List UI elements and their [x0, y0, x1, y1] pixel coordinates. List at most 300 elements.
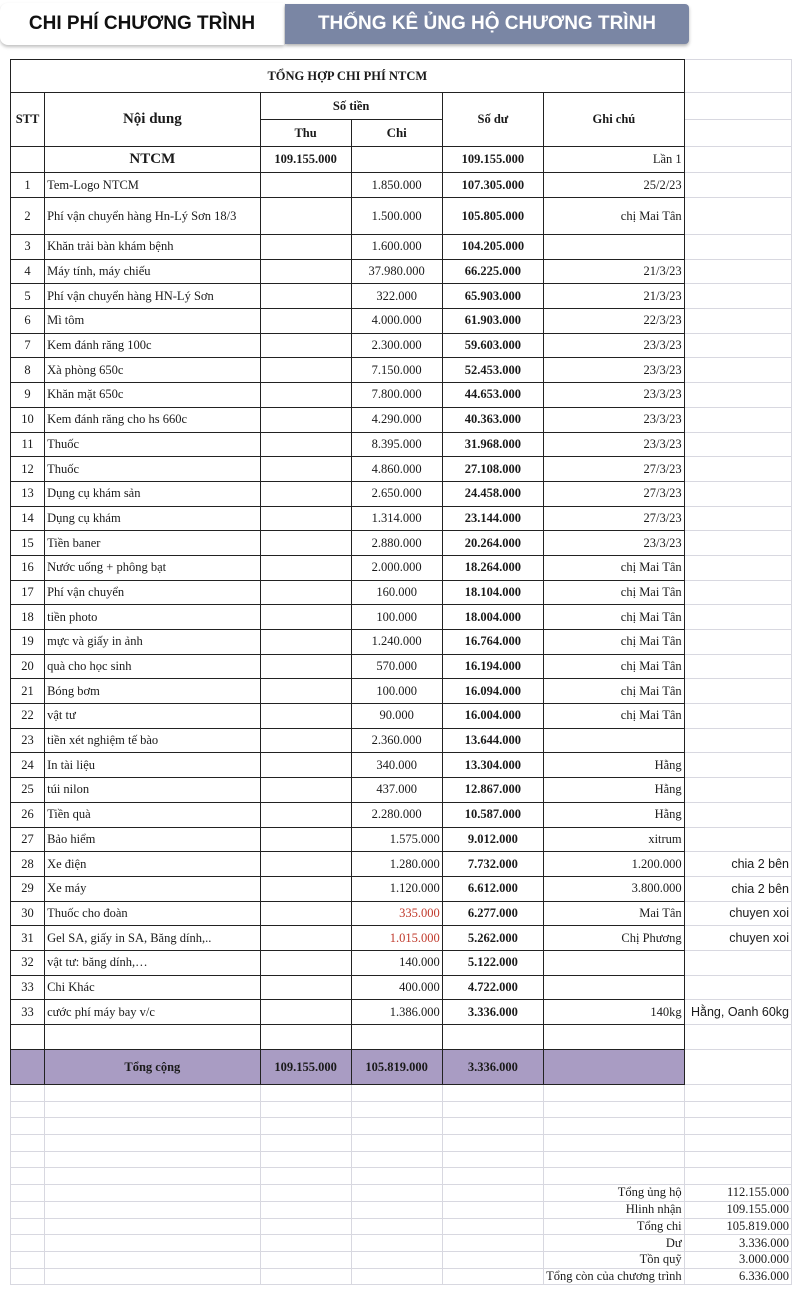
cell-stt[interactable]: 22 [11, 704, 45, 729]
cell-income[interactable] [260, 704, 351, 729]
cell-income[interactable] [260, 778, 351, 803]
cell-stt[interactable]: 20 [11, 654, 45, 679]
tab-chi-phi-chuong-trinh[interactable]: CHI PHÍ CHƯƠNG TRÌNH [0, 3, 284, 45]
cell-expense[interactable]: 1.850.000 [351, 173, 442, 198]
cell-income[interactable] [260, 802, 351, 827]
cell-income[interactable] [260, 827, 351, 852]
blank-cell[interactable] [45, 1135, 260, 1152]
cell-expense[interactable]: 2.360.000 [351, 728, 442, 753]
blank-cell[interactable] [260, 1235, 351, 1252]
blank-cell[interactable] [45, 1101, 260, 1118]
cell-balance[interactable]: 7.732.000 [442, 852, 543, 877]
cell-income[interactable] [260, 432, 351, 457]
empty-cell[interactable] [544, 1025, 685, 1050]
blank-cell[interactable] [45, 1118, 260, 1135]
cell-extra[interactable] [684, 407, 791, 432]
cell-content[interactable]: Thuốc [45, 457, 260, 482]
blank-cell[interactable] [11, 1151, 45, 1168]
cell-expense[interactable]: 1.600.000 [351, 235, 442, 260]
cell-note[interactable]: Chị Phương [544, 926, 685, 951]
cell-note[interactable] [544, 950, 685, 975]
cell-note[interactable]: chị Mai Tân [544, 654, 685, 679]
blank-cell[interactable] [351, 1251, 442, 1268]
blank-cell[interactable] [684, 1151, 791, 1168]
cell-balance[interactable]: 31.968.000 [442, 432, 543, 457]
cell-income[interactable] [260, 407, 351, 432]
cell-content[interactable]: Xe điện [45, 852, 260, 877]
blank-cell[interactable] [684, 1135, 791, 1152]
blank-cell[interactable] [442, 1235, 543, 1252]
cell-balance[interactable]: 24.458.000 [442, 481, 543, 506]
cell-note[interactable]: chị Mai Tân [544, 198, 685, 235]
cell-extra[interactable] [684, 481, 791, 506]
cell-content[interactable]: Nước uống + phông bạt [45, 555, 260, 580]
cell-note[interactable]: 21/3/23 [544, 259, 685, 284]
cell-content[interactable]: Chi Khác [45, 975, 260, 1000]
blank-cell[interactable] [11, 1251, 45, 1268]
cell-expense[interactable]: 1.015.000 [351, 926, 442, 951]
cell-content[interactable]: Bóng bơm [45, 679, 260, 704]
blank-cell[interactable] [442, 1268, 543, 1285]
cell-balance[interactable]: 6.277.000 [442, 901, 543, 926]
cell-income[interactable] [260, 950, 351, 975]
cell-expense[interactable]: 160.000 [351, 580, 442, 605]
cell-content[interactable]: Kem đánh răng cho hs 660c [45, 407, 260, 432]
cell-stt[interactable]: 12 [11, 457, 45, 482]
cell-income[interactable] [260, 630, 351, 655]
cell-note[interactable]: chị Mai Tân [544, 605, 685, 630]
blank-cell[interactable] [11, 1168, 45, 1185]
cell-content[interactable]: Dụng cụ khám sản [45, 481, 260, 506]
cell-balance[interactable]: 59.603.000 [442, 333, 543, 358]
cell-note[interactable]: 23/3/23 [544, 432, 685, 457]
blank-cell[interactable] [684, 1101, 791, 1118]
cell-expense[interactable]: 4.290.000 [351, 407, 442, 432]
cell-stt[interactable]: 3 [11, 235, 45, 260]
cell-balance[interactable]: 9.012.000 [442, 827, 543, 852]
cell-stt[interactable]: 7 [11, 333, 45, 358]
cell-content[interactable]: Xe máy [45, 876, 260, 901]
cell-expense[interactable]: 2.880.000 [351, 531, 442, 556]
cell-note[interactable]: 1.200.000 [544, 852, 685, 877]
cell-extra[interactable] [684, 753, 791, 778]
cell-income[interactable] [260, 173, 351, 198]
cell-stt[interactable]: 9 [11, 383, 45, 408]
cell-content[interactable]: Kem đánh răng 100c [45, 333, 260, 358]
cell-balance[interactable]: 18.104.000 [442, 580, 543, 605]
cell-extra[interactable] [684, 284, 791, 309]
cell-income[interactable] [260, 679, 351, 704]
cell-note[interactable]: 27/3/23 [544, 457, 685, 482]
cell-balance[interactable]: 13.304.000 [442, 753, 543, 778]
blank-cell[interactable] [351, 1085, 442, 1102]
cell-content[interactable]: Gel SA, giấy in SA, Băng dính,.. [45, 926, 260, 951]
cell-expense[interactable]: 100.000 [351, 679, 442, 704]
blank-cell[interactable] [442, 1251, 543, 1268]
cell-balance[interactable]: 61.903.000 [442, 309, 543, 334]
blank-cell[interactable] [351, 1185, 442, 1202]
cell-balance[interactable]: 65.903.000 [442, 284, 543, 309]
blank-cell[interactable] [544, 1151, 685, 1168]
cell-note[interactable]: Hằng [544, 753, 685, 778]
cell-content[interactable]: Khăn trải bàn khám bệnh [45, 235, 260, 260]
cell-extra[interactable] [684, 333, 791, 358]
cell-stt[interactable]: 33 [11, 1000, 45, 1025]
cell-stt[interactable]: 8 [11, 358, 45, 383]
cell-expense[interactable]: 2.000.000 [351, 555, 442, 580]
cell-extra[interactable] [684, 630, 791, 655]
blank-cell[interactable] [351, 1135, 442, 1152]
cell-stt[interactable]: 30 [11, 901, 45, 926]
blank-cell[interactable] [45, 1218, 260, 1235]
blank-cell[interactable] [351, 1101, 442, 1118]
cell-note[interactable]: chị Mai Tân [544, 630, 685, 655]
cell-expense[interactable]: 335.000 [351, 901, 442, 926]
cell-income[interactable] [260, 753, 351, 778]
cell-note[interactable]: chị Mai Tân [544, 580, 685, 605]
blank-cell[interactable] [442, 1135, 543, 1152]
cell-income[interactable] [260, 654, 351, 679]
cell-expense[interactable]: 4.860.000 [351, 457, 442, 482]
cell-extra[interactable] [684, 383, 791, 408]
blank-cell[interactable] [442, 1151, 543, 1168]
cell-note[interactable]: Hằng [544, 802, 685, 827]
cell-income[interactable] [260, 333, 351, 358]
cell-content[interactable]: Phí vận chuyển hàng Hn-Lý Sơn 18/3 [45, 198, 260, 235]
blank-cell[interactable] [45, 1201, 260, 1218]
cell-note[interactable] [544, 975, 685, 1000]
cell-income[interactable] [260, 309, 351, 334]
cell-note[interactable] [544, 235, 685, 260]
cell-balance[interactable]: 107.305.000 [442, 173, 543, 198]
cell-stt[interactable]: 6 [11, 309, 45, 334]
cell-expense[interactable]: 90.000 [351, 704, 442, 729]
cell-balance[interactable]: 20.264.000 [442, 531, 543, 556]
cell-expense[interactable]: 2.280.000 [351, 802, 442, 827]
cell-expense[interactable]: 1.240.000 [351, 630, 442, 655]
cell-note[interactable]: Mai Tân [544, 901, 685, 926]
cell-extra[interactable] [684, 309, 791, 334]
cell-note[interactable]: chị Mai Tân [544, 679, 685, 704]
cell-extra[interactable] [684, 605, 791, 630]
cell-content[interactable]: Tem-Logo NTCM [45, 173, 260, 198]
cell-content[interactable]: Tiền quà [45, 802, 260, 827]
cell-expense[interactable]: 322.000 [351, 284, 442, 309]
cell-content[interactable]: Phí vận chuyển [45, 580, 260, 605]
cell-content[interactable]: Dụng cụ khám [45, 506, 260, 531]
cell-income[interactable] [260, 728, 351, 753]
cell-stt[interactable]: 24 [11, 753, 45, 778]
blank-cell[interactable] [260, 1118, 351, 1135]
cell-income[interactable] [260, 555, 351, 580]
cell-balance[interactable]: 5.262.000 [442, 926, 543, 951]
cell-content[interactable]: Thuốc cho đoàn [45, 901, 260, 926]
cell-note[interactable] [544, 728, 685, 753]
blank-cell[interactable] [544, 1118, 685, 1135]
cell-content[interactable]: vật tư: băng dính,… [45, 950, 260, 975]
cell-extra[interactable] [684, 198, 791, 235]
blank-cell[interactable] [11, 1201, 45, 1218]
cell-stt[interactable]: 19 [11, 630, 45, 655]
cell-expense[interactable]: 1.500.000 [351, 198, 442, 235]
cell-balance[interactable]: 66.225.000 [442, 259, 543, 284]
cell-income[interactable] [260, 383, 351, 408]
cell-stt[interactable]: 25 [11, 778, 45, 803]
blank-cell[interactable] [45, 1235, 260, 1252]
cell-income[interactable] [260, 259, 351, 284]
cell-content[interactable]: Mì tôm [45, 309, 260, 334]
blank-cell[interactable] [11, 1135, 45, 1152]
cell-note[interactable]: xitrum [544, 827, 685, 852]
cell-extra[interactable] [684, 259, 791, 284]
cell-income[interactable] [260, 506, 351, 531]
blank-cell[interactable] [45, 1268, 260, 1285]
cell-content[interactable]: vật tư [45, 704, 260, 729]
empty-cell[interactable] [684, 1025, 791, 1050]
blank-cell[interactable] [351, 1268, 442, 1285]
cell-extra[interactable] [684, 235, 791, 260]
cell-extra[interactable] [684, 975, 791, 1000]
cell-extra[interactable] [684, 432, 791, 457]
cell-balance[interactable]: 10.587.000 [442, 802, 543, 827]
blank-cell[interactable] [11, 1218, 45, 1235]
cell-note[interactable]: chị Mai Tân [544, 704, 685, 729]
blank-cell[interactable] [11, 1101, 45, 1118]
empty-cell[interactable] [351, 1025, 442, 1050]
cell-extra[interactable] [684, 950, 791, 975]
blank-cell[interactable] [684, 1085, 791, 1102]
blank-cell[interactable] [351, 1235, 442, 1252]
blank-cell[interactable] [45, 1185, 260, 1202]
cell-extra[interactable]: chuyen xoi [684, 926, 791, 951]
cell-note[interactable]: 23/3/23 [544, 531, 685, 556]
cell-balance[interactable]: 105.805.000 [442, 198, 543, 235]
cell-content[interactable]: tiền photo [45, 605, 260, 630]
cell-income[interactable] [260, 852, 351, 877]
cell-stt[interactable]: 5 [11, 284, 45, 309]
cell-content[interactable]: Tiền baner [45, 531, 260, 556]
cell-content[interactable]: Máy tính, máy chiếu [45, 259, 260, 284]
cell-note[interactable]: 23/3/23 [544, 333, 685, 358]
blank-cell[interactable] [442, 1085, 543, 1102]
cell-income[interactable] [260, 457, 351, 482]
cell-stt[interactable]: 16 [11, 555, 45, 580]
cell-extra[interactable] [684, 802, 791, 827]
blank-cell[interactable] [351, 1168, 442, 1185]
cell-stt[interactable]: 15 [11, 531, 45, 556]
cell-balance[interactable]: 27.108.000 [442, 457, 543, 482]
cell-stt[interactable]: 14 [11, 506, 45, 531]
cell-income[interactable] [260, 284, 351, 309]
cell-expense[interactable]: 8.395.000 [351, 432, 442, 457]
blank-cell[interactable] [260, 1168, 351, 1185]
cell-income[interactable] [260, 198, 351, 235]
cell-extra[interactable] [684, 778, 791, 803]
cell-extra[interactable] [684, 531, 791, 556]
cell-note[interactable]: 23/3/23 [544, 358, 685, 383]
blank-cell[interactable] [442, 1201, 543, 1218]
cell-extra[interactable]: chuyen xoi [684, 901, 791, 926]
blank-cell[interactable] [11, 1185, 45, 1202]
empty-cell[interactable] [45, 1025, 260, 1050]
cell-income[interactable] [260, 1000, 351, 1025]
cell-expense[interactable]: 1.575.000 [351, 827, 442, 852]
cell-extra[interactable]: chia 2 bên [684, 852, 791, 877]
blank-cell[interactable] [11, 1268, 45, 1285]
cell-stt[interactable]: 4 [11, 259, 45, 284]
cell-note[interactable]: 3.800.000 [544, 876, 685, 901]
cell-stt[interactable]: 33 [11, 975, 45, 1000]
cell-expense[interactable]: 2.300.000 [351, 333, 442, 358]
cell-extra[interactable] [684, 679, 791, 704]
cell-balance[interactable]: 18.264.000 [442, 555, 543, 580]
cell-balance[interactable]: 5.122.000 [442, 950, 543, 975]
cell-extra[interactable]: Hằng, Oanh 60kg [684, 1000, 791, 1025]
cell-income[interactable] [260, 531, 351, 556]
blank-cell[interactable] [45, 1168, 260, 1185]
blank-cell[interactable] [442, 1185, 543, 1202]
blank-cell[interactable] [260, 1151, 351, 1168]
cell-expense[interactable]: 1.314.000 [351, 506, 442, 531]
cell-income[interactable] [260, 876, 351, 901]
cell-balance[interactable]: 18.004.000 [442, 605, 543, 630]
cell-expense[interactable]: 2.650.000 [351, 481, 442, 506]
cell-balance[interactable]: 3.336.000 [442, 1000, 543, 1025]
cell-note[interactable]: 22/3/23 [544, 309, 685, 334]
blank-cell[interactable] [260, 1251, 351, 1268]
cell-extra[interactable] [684, 580, 791, 605]
cell-expense[interactable]: 1.280.000 [351, 852, 442, 877]
blank-cell[interactable] [260, 1268, 351, 1285]
blank-cell[interactable] [11, 1118, 45, 1135]
cell-stt[interactable]: 1 [11, 173, 45, 198]
blank-cell[interactable] [260, 1101, 351, 1118]
cell-stt[interactable]: 11 [11, 432, 45, 457]
blank-cell[interactable] [260, 1218, 351, 1235]
blank-cell[interactable] [442, 1118, 543, 1135]
cell-stt[interactable]: 29 [11, 876, 45, 901]
cell-stt[interactable]: 21 [11, 679, 45, 704]
cell-balance[interactable]: 16.094.000 [442, 679, 543, 704]
blank-cell[interactable] [351, 1201, 442, 1218]
cell-content[interactable]: quà cho học sinh [45, 654, 260, 679]
cell-expense[interactable]: 100.000 [351, 605, 442, 630]
empty-cell[interactable] [11, 1025, 45, 1050]
cell-note[interactable]: 23/3/23 [544, 383, 685, 408]
cell-note[interactable]: chị Mai Tân [544, 555, 685, 580]
blank-cell[interactable] [544, 1085, 685, 1102]
cell-note[interactable]: Hằng [544, 778, 685, 803]
cell-note[interactable]: 27/3/23 [544, 506, 685, 531]
cell-extra[interactable] [684, 457, 791, 482]
cell-expense[interactable]: 1.120.000 [351, 876, 442, 901]
cell-stt[interactable]: 32 [11, 950, 45, 975]
cell-note[interactable]: 27/3/23 [544, 481, 685, 506]
cell-extra[interactable] [684, 506, 791, 531]
blank-cell[interactable] [442, 1101, 543, 1118]
cell-income[interactable] [260, 926, 351, 951]
cell-balance[interactable]: 104.205.000 [442, 235, 543, 260]
cell-content[interactable]: Xà phòng 650c [45, 358, 260, 383]
cell-balance[interactable]: 40.363.000 [442, 407, 543, 432]
cell-stt[interactable]: 2 [11, 198, 45, 235]
blank-cell[interactable] [442, 1168, 543, 1185]
cell-expense[interactable]: 1.386.000 [351, 1000, 442, 1025]
cell-extra[interactable] [684, 704, 791, 729]
cell-content[interactable]: Phí vận chuyển hàng HN-Lý Sơn [45, 284, 260, 309]
blank-cell[interactable] [351, 1118, 442, 1135]
cell-note[interactable]: 140kg [544, 1000, 685, 1025]
cell-note[interactable]: 23/3/23 [544, 407, 685, 432]
cell-note[interactable]: 21/3/23 [544, 284, 685, 309]
cell-extra[interactable] [684, 358, 791, 383]
cell-expense[interactable]: 570.000 [351, 654, 442, 679]
blank-cell[interactable] [260, 1135, 351, 1152]
blank-cell[interactable] [544, 1101, 685, 1118]
cell-content[interactable]: cước phí máy bay v/c [45, 1000, 260, 1025]
cell-expense[interactable]: 400.000 [351, 975, 442, 1000]
cell-stt[interactable]: 26 [11, 802, 45, 827]
cell-balance[interactable]: 16.764.000 [442, 630, 543, 655]
blank-cell[interactable] [260, 1185, 351, 1202]
cell-content[interactable]: In tài liệu [45, 753, 260, 778]
cell-extra[interactable] [684, 827, 791, 852]
cell-extra[interactable] [684, 654, 791, 679]
cell-extra[interactable] [684, 728, 791, 753]
cell-balance[interactable]: 16.194.000 [442, 654, 543, 679]
cell-expense[interactable]: 140.000 [351, 950, 442, 975]
cell-extra[interactable]: chia 2 bên [684, 876, 791, 901]
blank-cell[interactable] [544, 1135, 685, 1152]
cell-balance[interactable]: 16.004.000 [442, 704, 543, 729]
cell-content[interactable]: tiền xét nghiệm tế bào [45, 728, 260, 753]
cell-stt[interactable]: 28 [11, 852, 45, 877]
cell-expense[interactable]: 4.000.000 [351, 309, 442, 334]
cell-extra[interactable] [684, 555, 791, 580]
cell-income[interactable] [260, 605, 351, 630]
blank-cell[interactable] [45, 1151, 260, 1168]
cell-expense[interactable]: 7.150.000 [351, 358, 442, 383]
cell-income[interactable] [260, 901, 351, 926]
cell-content[interactable]: Bảo hiểm [45, 827, 260, 852]
cell-income[interactable] [260, 358, 351, 383]
blank-cell[interactable] [260, 1201, 351, 1218]
cell-balance[interactable]: 6.612.000 [442, 876, 543, 901]
cell-income[interactable] [260, 235, 351, 260]
cell-income[interactable] [260, 580, 351, 605]
tab-thong-ke-ung-ho[interactable]: THỐNG KÊ ỦNG HỘ CHƯƠNG TRÌNH [285, 4, 689, 44]
cell-expense[interactable]: 7.800.000 [351, 383, 442, 408]
cell-stt[interactable]: 13 [11, 481, 45, 506]
cell-stt[interactable]: 17 [11, 580, 45, 605]
empty-cell[interactable] [442, 1025, 543, 1050]
cell-extra[interactable] [684, 173, 791, 198]
blank-cell[interactable] [442, 1218, 543, 1235]
blank-cell[interactable] [351, 1218, 442, 1235]
cell-balance[interactable]: 4.722.000 [442, 975, 543, 1000]
cell-stt[interactable]: 31 [11, 926, 45, 951]
cell-stt[interactable]: 23 [11, 728, 45, 753]
cell-stt[interactable]: 27 [11, 827, 45, 852]
cell-income[interactable] [260, 481, 351, 506]
blank-cell[interactable] [260, 1085, 351, 1102]
blank-cell[interactable] [351, 1151, 442, 1168]
cell-stt[interactable]: 18 [11, 605, 45, 630]
cell-note[interactable]: 25/2/23 [544, 173, 685, 198]
blank-cell[interactable] [11, 1235, 45, 1252]
cell-content[interactable]: Thuốc [45, 432, 260, 457]
blank-cell[interactable] [11, 1085, 45, 1102]
